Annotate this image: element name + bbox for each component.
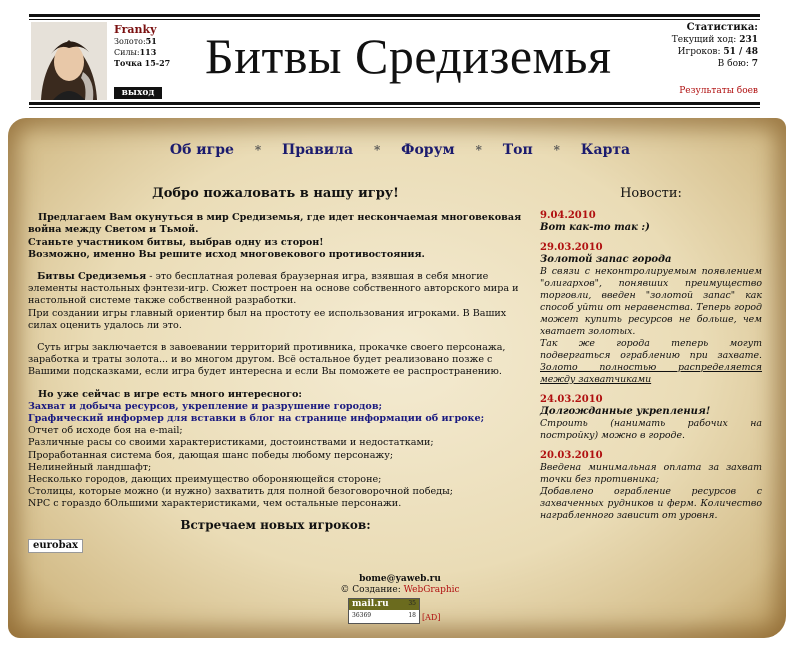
point-label: Точка (114, 58, 143, 68)
news-date: 9.04.2010 (540, 210, 596, 221)
welcome-heading: Добро пожаловать в нашу игру! (152, 186, 399, 201)
intro-line-2: Станьте участником битвы, выбрав одну из сторон! (28, 236, 324, 248)
ad-link[interactable]: [AD] (422, 613, 441, 622)
news-item-text: Строить (нанимать рабочих на постройку) можно в городе. (540, 418, 762, 441)
about-game-name: Битвы Средиземья (37, 271, 147, 283)
players-label: Игроков: (677, 47, 721, 57)
nav-separator: * (374, 143, 381, 157)
feature-item: Нелинейный ландшафт; (28, 461, 152, 473)
mail-ru-counter[interactable] (348, 598, 420, 624)
essence-text: Суть игры заключается в завоевании территорий противника, прокачке своего персонажа, заработка и траты золота... и во многом другом. Всё остальное будет реализовано позже с Вашими подсказками, если игра будет интересна и если Вы поможете ее распространению. (28, 342, 506, 378)
feature-item: Различные расы со своими характеристиками, достоинствами и недостатками; (28, 437, 434, 449)
news-item-title: Долгожданные укрепления! (540, 406, 711, 417)
features-title (28, 389, 523, 401)
main-content (28, 188, 523, 553)
strength-label: Силы: (114, 48, 140, 57)
nav-separator: * (475, 143, 482, 157)
strength-value: 113 (139, 47, 157, 57)
battle-results-link[interactable]: Результаты боев (679, 86, 758, 96)
new-player-link[interactable]: eurobax (28, 539, 83, 553)
news-item-text-2a: Так же города теперь могут подвергаться ограблению при захвате. (540, 338, 762, 361)
feature-item: Столицы, которые можно (и нужно) захватить для полной безоговорочной победы; (28, 486, 453, 498)
nav-item-map[interactable]: Карта (580, 142, 631, 158)
about-text-2: При создании игры главный ориентир был на простоту ее использования игроками. В Ваших силах оценить удалось ли это. (28, 307, 507, 331)
feature-item: Отчет об исходе боя на e-mail; (28, 425, 183, 437)
header-top-rule-thick (29, 14, 760, 17)
counter-value-c: 18 (408, 612, 416, 619)
avatar-portrait-icon (31, 22, 107, 100)
intro-line-1: Предлагаем Вам окунуться в мир Средиземья, где идет нескончаемая многовековая война между Светом и Тьмой. (28, 212, 522, 236)
footer (0, 574, 800, 596)
point-value: 15-27 (144, 58, 171, 68)
news-item-title: Золотой запас города (540, 254, 672, 265)
stats-panel (672, 22, 758, 70)
gold-value: 51 (145, 36, 157, 46)
features-title-text: Но уже сейчас в игре есть много интересного: (38, 388, 302, 400)
nav-separator: * (553, 143, 560, 157)
avatar (31, 22, 107, 100)
user-panel (114, 24, 170, 69)
news-item-text-2 (540, 338, 762, 386)
nav-item-rules[interactable]: Правила (281, 142, 354, 158)
nav-separator: * (254, 143, 262, 157)
main-nav (0, 142, 800, 158)
about-block (28, 271, 523, 332)
news-item-text-2: Добавлено ограбление ресурсов с захваченных рудников и ферм. Количество награбленного зависит от уровня. (540, 486, 762, 521)
header-top-rule-thin (29, 19, 760, 20)
feature-item: Проработанная система боя, дающая шанс победы любому персонажу; (28, 449, 394, 461)
essence-block (28, 342, 523, 379)
news-date: 20.03.2010 (540, 450, 603, 461)
news-item-text: Введена минимальная оплата за захват точки без противника; (540, 462, 762, 485)
created-label: © Создание: (340, 585, 401, 595)
turn-label: Текущий ход: (671, 35, 737, 45)
in-battle-label: В бою: (717, 59, 749, 69)
site-title: Битвы Средиземья (205, 28, 612, 84)
feature-item-blue: Захват и добыча ресурсов, укрепление и разрушение городов; (28, 400, 383, 412)
intro-block (28, 212, 523, 261)
news-title: Новости: (620, 186, 682, 201)
counter-value-a: 35 (408, 600, 416, 607)
new-players-heading: Встречаем новых игроков: (180, 517, 371, 532)
news-panel (540, 188, 762, 522)
feature-item-blue: Графический информер для вставки в блог на странице информации об игроке; (28, 413, 485, 425)
feature-item: NPC с гораздо бОльшими характеристиками, чем остальные персонажи. (28, 498, 402, 510)
header-bottom-rule-thin (29, 107, 760, 108)
nav-item-forum[interactable]: Форум (401, 142, 455, 158)
logout-button[interactable]: выход (114, 87, 162, 99)
about-text: - это бесплатная ролевая браузерная игра, взявшая в себя многие элементы настольных фэнтези-игр. Сюжет построен на основе собственного авторского мира и настольной системе также собственной разработки. (28, 271, 519, 307)
counter-value-b: 36369 (352, 612, 372, 619)
nav-item-top[interactable]: Топ (502, 142, 533, 158)
features-block (28, 389, 523, 511)
nav-item-about[interactable]: Об игре (169, 142, 234, 158)
contact-email[interactable]: bome@yaweb.ru (359, 574, 441, 584)
turn-value: 231 (739, 35, 758, 45)
news-item-link[interactable]: Золото полностью распределяется между захватчиками (540, 362, 762, 385)
user-name[interactable]: Franky (114, 23, 157, 36)
counter-brand: mail.ru (349, 599, 419, 610)
intro-line-3: Возможно, именно Вы решите исход многовекового противостояния. (28, 248, 425, 260)
stats-title: Статистика: (686, 22, 758, 33)
gold-label: Золото: (114, 37, 146, 46)
header-bottom-rule-thick (29, 102, 760, 105)
feature-item: Несколько городов, дающих преимущество обороняющейся стороне; (28, 474, 382, 486)
creator-link[interactable]: WebGraphic (403, 585, 460, 595)
news-date: 24.03.2010 (540, 394, 603, 405)
news-item-title: Вот как-то так :) (540, 222, 650, 233)
in-battle-value: 7 (751, 59, 758, 69)
news-date: 29.03.2010 (540, 242, 603, 253)
players-value: 51 / 48 (723, 47, 758, 57)
news-item-text: В связи с неконтролируемым появлением "олигархов", понявших преимущество торговли, введен "золотой запас" как способ уйти от неравенства. Теперь город может купить ресурсов не больше, чем хватает золотых. (540, 266, 762, 337)
